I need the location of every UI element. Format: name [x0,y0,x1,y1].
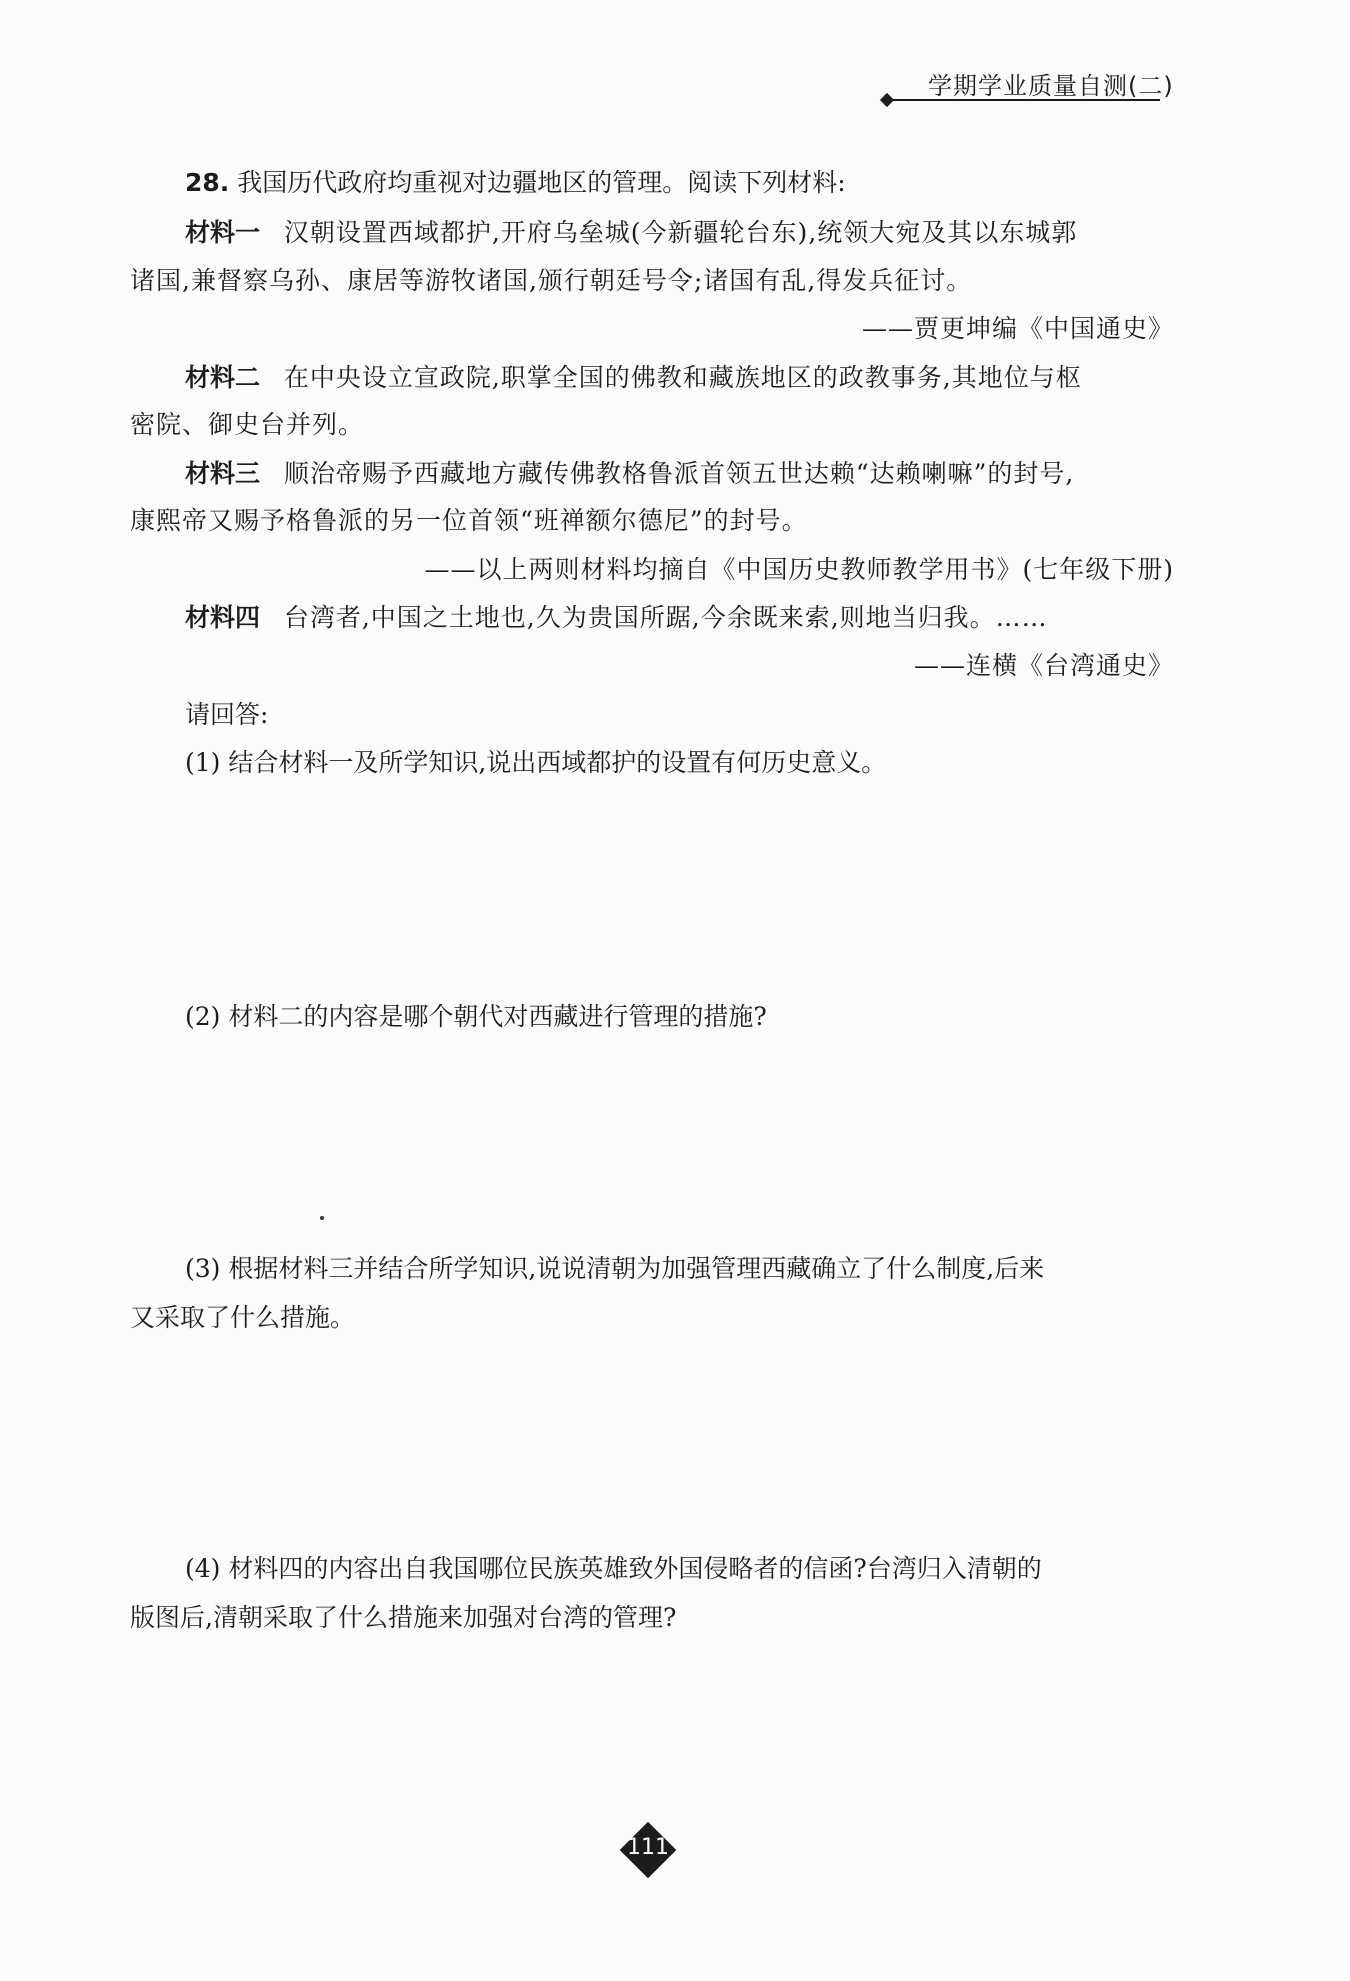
material-3-label: 材料三 [185,459,261,488]
material-3-line-2: 康熙帝又赐予格鲁派的另一位首领“班禅额尔德尼”的封号。 [130,506,808,535]
print-speck [320,1216,324,1220]
material-2-line-1 [185,361,1082,395]
material-1-line-1 [185,216,1077,250]
material-1-line-2: 诸国,兼督察乌孙、康居等游牧诸国,颁行朝廷号令;诸国有乱,得发兵征讨。 [130,266,973,295]
material-1-source: ——贾更坤编《中国通史》 [861,314,1174,343]
material-3-line-1 [185,457,1074,491]
material-2-line-2: 密院、御史台并列。 [130,410,365,439]
material-4-label: 材料四 [185,603,261,632]
material-3-text-1: 顺治帝赐予西藏地方藏传佛教格鲁派首领五世达赖“达赖喇嘛”的封号, [283,459,1075,488]
material-4-source: ——连横《台湾通史》 [913,651,1174,680]
page-number-badge [620,1822,676,1878]
material-2-text-1: 在中央设立宣政院,职掌全国的佛教和藏族地区的政教事务,其地位与枢 [283,363,1082,392]
answer-prompt: 请回答: [185,700,269,729]
material-1-text-1: 汉朝设置西域都护,开府乌垒城(今新疆轮台东),统领大宛及其以东城郭 [283,218,1078,247]
material-4-text-1: 台湾者,中国之土地也,久为贵国所踞,今余既来索,则地当归我。…… [283,603,1048,632]
material-3-source: ——以上两则材料均摘自《中国历史教师教学用书》(七年级下册) [424,555,1174,584]
question-intro [185,166,846,200]
material-4-line-1 [185,601,1048,635]
header-title: 学期学业质量自测(二) [928,72,1174,100]
page-number: 111 [627,1835,669,1860]
sub-question-3-line-2: 又采取了什么措施。 [130,1303,356,1332]
sub-question-3-line-1: (3) 根据材料三并结合所学知识,说说清朝为加强管理西藏确立了什么制度,后来 [185,1254,1045,1283]
material-1-label: 材料一 [185,218,261,247]
sub-question-4-line-2: 版图后,清朝采取了什么措施来加强对台湾的管理? [130,1603,677,1632]
material-2-label: 材料二 [185,363,261,392]
question-intro-text: 我国历代政府均重视对边疆地区的管理。阅读下列材料: [237,168,846,197]
question-number: 28. [185,168,230,197]
sub-question-1: (1) 结合材料一及所学知识,说出西域都护的设置有何历史意义。 [185,748,887,777]
page-header [876,66,1176,106]
sub-question-2: (2) 材料二的内容是哪个朝代对西藏进行管理的措施? [185,1002,767,1031]
sub-question-4-line-1: (4) 材料四的内容出自我国哪位民族英雄致外国侵略者的信函?台湾归入清朝的 [185,1554,1042,1583]
